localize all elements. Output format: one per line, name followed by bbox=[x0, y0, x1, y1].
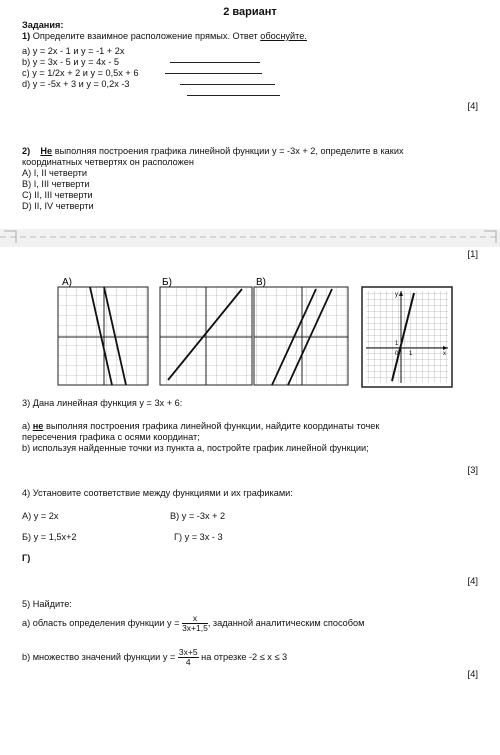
graph-panel-g bbox=[362, 287, 452, 387]
q4-option-a: A) y = 2x bbox=[22, 511, 59, 521]
q1-item-c-text: c) y = 1/2x + 2 и y = 0,5x + 6 bbox=[22, 68, 139, 78]
q1-item-b-text: b) y = 3x - 5 и y = 4x - 5 bbox=[22, 57, 120, 67]
q1-item-b bbox=[22, 57, 119, 68]
q2-not: Не bbox=[40, 146, 53, 156]
q4-title: 4) Установите соответствие между функциями и их графиками: bbox=[22, 488, 293, 498]
q3-score: [3] bbox=[467, 465, 478, 476]
q1-score: [4] bbox=[467, 101, 478, 112]
q2-option-a[interactable]: A) I, II четверти bbox=[22, 168, 87, 178]
q3-a-line2: пересечения графика с осями координат; bbox=[22, 432, 200, 442]
graph-g-tick-x: 1 bbox=[409, 351, 413, 357]
variant-title: 2 вариант bbox=[223, 6, 277, 18]
q1-justify: обоснуйте. bbox=[260, 31, 307, 41]
graph-c-label: В) bbox=[256, 277, 266, 288]
q5-a-fraction bbox=[182, 614, 208, 633]
q2-number: 2) bbox=[22, 146, 31, 156]
q1-heading bbox=[22, 31, 307, 42]
q1-item-c bbox=[22, 68, 138, 79]
q2-option-c[interactable]: C) II, III четверти bbox=[22, 190, 93, 200]
q4-option-c: Б) y = 1,5x+2 bbox=[22, 532, 77, 542]
q4-option-g: Г) bbox=[22, 553, 31, 563]
page-break-divider bbox=[0, 225, 500, 251]
graph-b-label: Б) bbox=[162, 277, 172, 288]
q5-a-numerator: x bbox=[182, 614, 208, 624]
q2-option-d[interactable]: D) II, IV четверти bbox=[22, 201, 94, 211]
graphs-figure bbox=[56, 275, 456, 390]
q3-a-not: не bbox=[32, 421, 44, 431]
graph-g-axis-x: x bbox=[443, 351, 446, 357]
q1-item-a-text: a) y = 2x - 1 и y = -1 + 2x bbox=[22, 46, 125, 56]
q5-a-text: а) область определения функции y = bbox=[22, 618, 183, 628]
q3-a-line1 bbox=[22, 421, 379, 432]
q2-option-b[interactable]: B) I, III четверти bbox=[22, 179, 90, 189]
graph-panel-c bbox=[254, 277, 348, 385]
q1-text: Определите взаимное расположение прямых. Ответ bbox=[32, 31, 261, 41]
answer-line-c[interactable] bbox=[180, 76, 275, 85]
q5-a-tail: , заданной аналитическим способом bbox=[207, 618, 365, 628]
q3-a-text1: выполняя построения графика линейной функции, найдите координаты точек bbox=[43, 421, 380, 431]
q3-a-prefix: a) bbox=[22, 421, 33, 431]
q2-score: [1] bbox=[467, 249, 478, 260]
q5-b-fraction bbox=[178, 648, 199, 667]
q1-item-d bbox=[22, 79, 130, 90]
q4-option-d: Г) y = 3x - 3 bbox=[174, 532, 223, 542]
graph-panel-a bbox=[58, 277, 148, 385]
answer-line-d[interactable] bbox=[187, 87, 280, 96]
q5-b-tail: на отрезке -2 ≤ x ≤ 3 bbox=[198, 652, 288, 662]
q5-a-line bbox=[22, 611, 364, 635]
answer-line-b[interactable] bbox=[165, 65, 262, 74]
q3-b-line: b) используя найденные точки из пункта a, постройте график линейной функции; bbox=[22, 443, 369, 453]
q4-score: [4] bbox=[467, 576, 478, 587]
q5-b-numerator: 3x+5 bbox=[178, 647, 198, 658]
q5-score: [4] bbox=[467, 669, 478, 680]
graph-g-axis-y: y bbox=[395, 292, 398, 298]
q1-item-d-text: d) y = -5x + 3 и y = 0,2x -3 bbox=[22, 79, 130, 89]
q5-a-denominator: 3x+1,5 bbox=[182, 623, 208, 634]
q3-title: 3) Дана линейная функция y = 3x + 6: bbox=[22, 398, 183, 408]
tasks-label: Задания: bbox=[22, 20, 64, 30]
graph-a-label: А) bbox=[62, 277, 72, 288]
q5-title: 5) Найдите: bbox=[22, 599, 72, 609]
q5-b-denominator: 4 bbox=[185, 657, 191, 668]
q2-line1 bbox=[22, 146, 404, 157]
q5-b-text: b) множество значений функции y = bbox=[22, 652, 178, 662]
q2-text1: выполняя построения графика линейной функции y = -3x + 2, определите в каких bbox=[52, 146, 404, 156]
graph-g-origin: 0 bbox=[395, 351, 399, 357]
graph-g-tick-y: 1 bbox=[395, 341, 399, 347]
answer-line-a[interactable] bbox=[170, 54, 260, 63]
q4-option-b: B) y = -3x + 2 bbox=[170, 511, 226, 521]
q1-item-a bbox=[22, 46, 124, 57]
graph-panel-b bbox=[160, 277, 252, 385]
q5-b-line bbox=[22, 645, 287, 669]
q1-number: 1) bbox=[22, 31, 31, 41]
q2-line2: координатных четвертях он расположен bbox=[22, 157, 194, 167]
